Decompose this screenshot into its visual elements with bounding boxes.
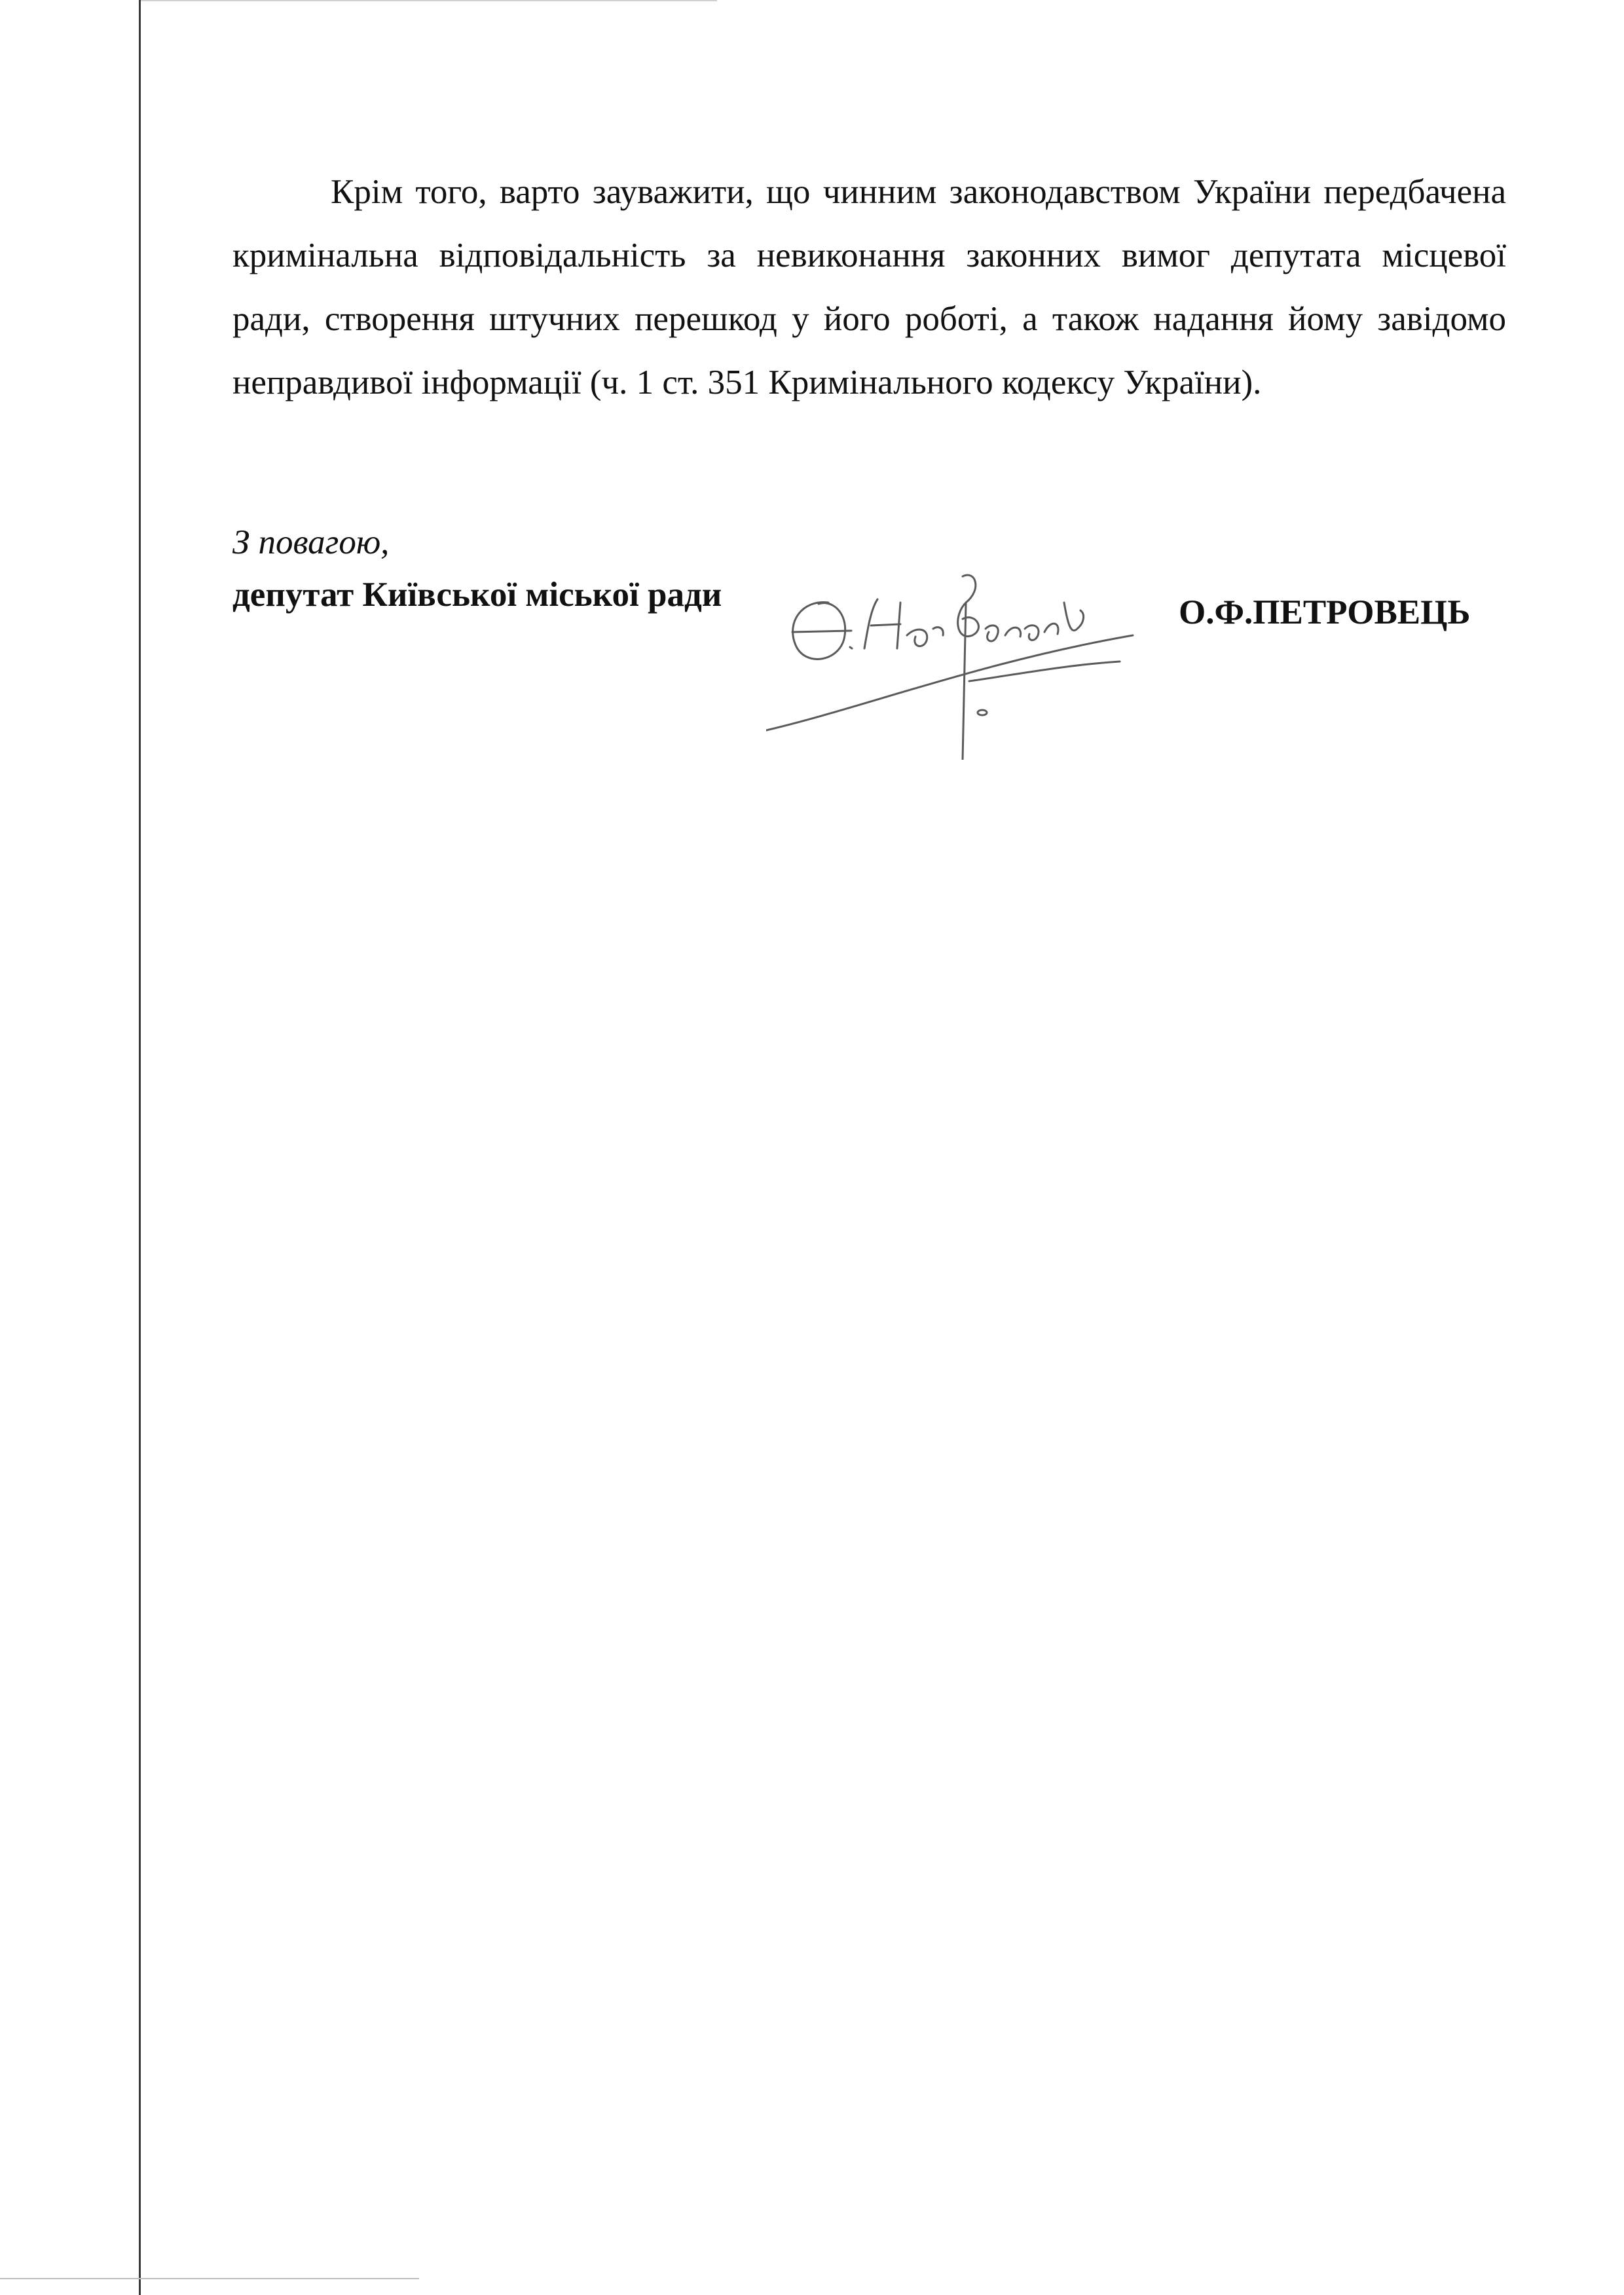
handwritten-signature bbox=[766, 563, 1159, 760]
body-paragraph: Крім того, варто зауважити, що чинним законодавством України передбачена кримінальна відповідальність за невиконання законних вимог депутата місцевої ради, створення штучних перешкод у його роботі, а також надання йому завідомо неправдивої інформації (ч. 1 ст. 351 Кримінального кодексу України). bbox=[232, 173, 1506, 401]
signer-position: депутат Київської міської ради bbox=[232, 576, 722, 614]
bottom-scan-edge bbox=[0, 2278, 419, 2279]
top-scan-edge bbox=[141, 0, 717, 1]
binding-margin-line bbox=[139, 0, 141, 2295]
signer-name: О.Ф.ПЕТРОВЕЦЬ bbox=[1179, 593, 1471, 631]
closing-salutation: З повагою, bbox=[232, 523, 390, 561]
